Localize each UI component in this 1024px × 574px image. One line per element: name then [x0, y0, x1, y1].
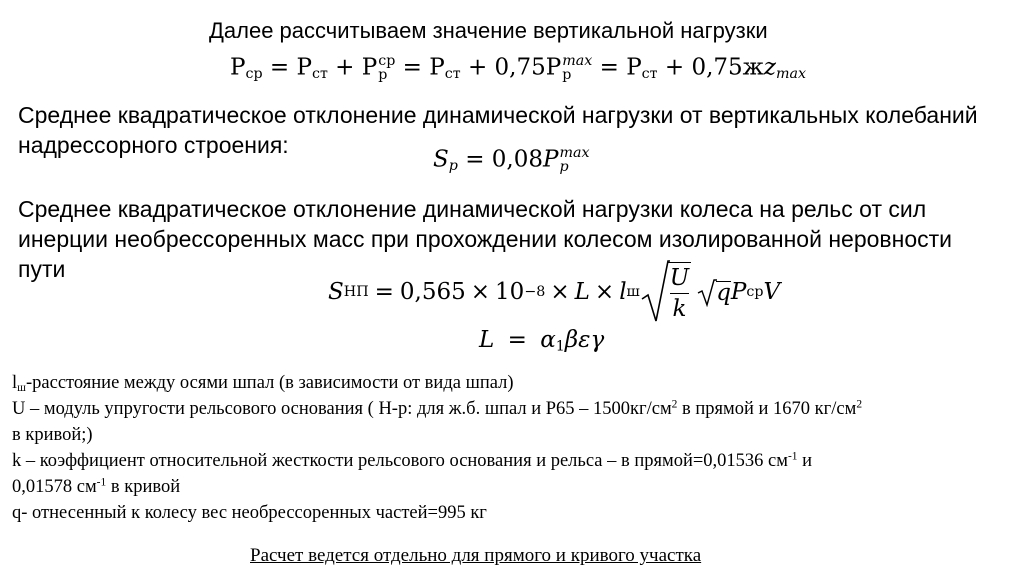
- note-sleeper-spacing: $l_ш$-расстояние между осями шпал (в зависимости от вида шпал): [12, 373, 514, 394]
- note-u-modulus-cont: в кривой;): [12, 425, 93, 445]
- paragraph-sprung-deviation: Среднее квадратическое отклонение динамической нагрузки от вертикальных колебаний надрессорного строения:: [18, 102, 978, 158]
- radical-sign-small: [697, 277, 717, 307]
- equation-l: $L = \alpha_1\beta\varepsilon\gamma$: [479, 327, 605, 355]
- paragraph-unsprung-deviation: Среднее квадратическое отклонение динамической нагрузки колеса на рельс от сил инерции необрессоренных масс при прохождении колесом изолированной неровности пути: [18, 196, 953, 282]
- footer-note: Расчет ведется отдельно для прямого и кривого участка: [250, 545, 702, 566]
- intro-heading: Далее рассчитываем значение вертикальной нагрузки: [209, 18, 768, 43]
- radical-sign: [640, 259, 670, 325]
- note-q-weight: q- отнесенный к колесу вес необрессоренных частей=995 кг: [12, 503, 487, 523]
- sqrt-fraction: $\frac{U}{k}$: [640, 259, 693, 325]
- equation-vertical-load: $P_{ср} = P_{ст} + P$ ср р = $P_{ст} + 0,75P$ max р = $P_{ст} + 0,75жz_{max}$: [230, 53, 807, 84]
- note-k-coefficient-cont: 0,01578 $см^{-1}$ в кривой: [12, 476, 181, 497]
- note-u-modulus: U – модуль упругости рельсового основания ( Н-р: для ж.б. шпал и $Р65 - 1500кг/см^2$ в прямой и 1670 $кг/см^2$: [12, 398, 863, 419]
- equation-snp: S НП = 0,565 × 10 −8 × L × l ш $\frac{U}{k}$ q P ср V: [328, 262, 780, 322]
- definitions-list: [12, 370, 862, 526]
- equation-sp: $S_p = 0,08P$ max p: [433, 145, 590, 176]
- note-k-coefficient: k – коэффициент относительной жесткости рельсового основания и рельса – в прямой=0,01536 $см^{-1}$ и: [12, 450, 813, 471]
